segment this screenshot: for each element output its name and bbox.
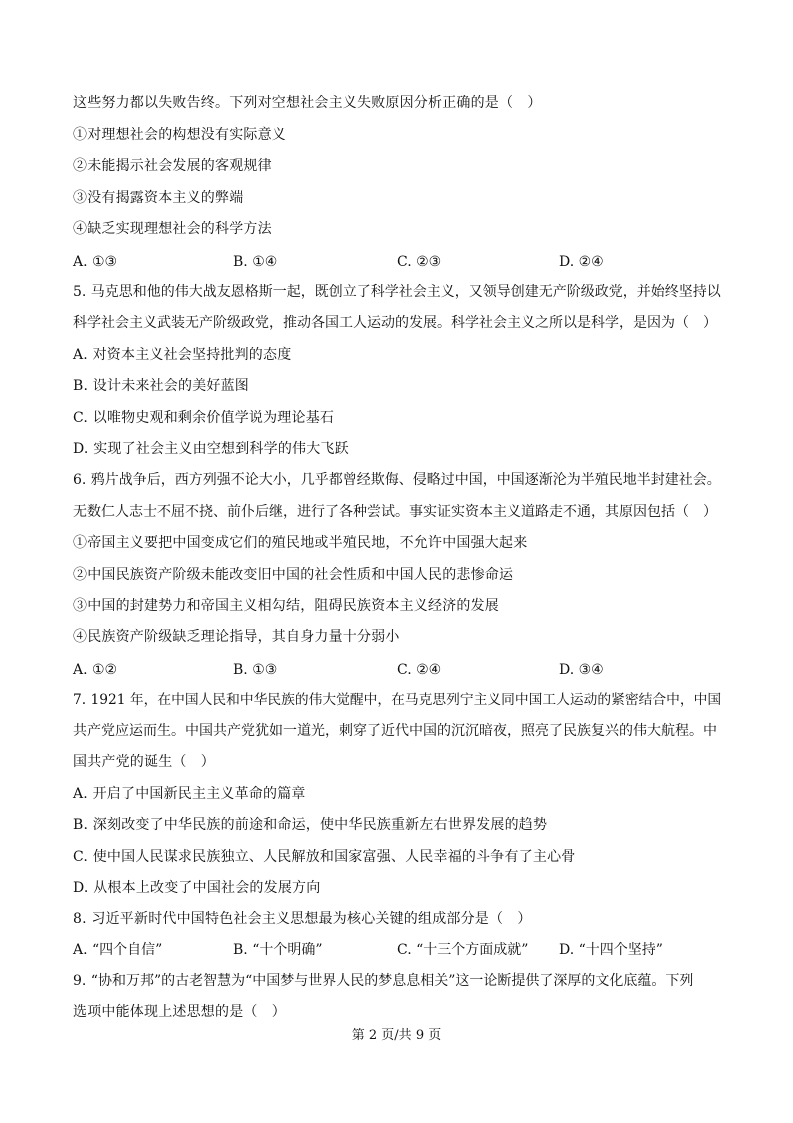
q5-option-c: C. 以唯物史观和剩余价值学说为理论基石 bbox=[73, 410, 335, 426]
q4-option-b: B. ①④ bbox=[233, 254, 278, 270]
page-footer: 第 2 页/共 9 页 bbox=[351, 1028, 442, 1043]
q5-option-d: D. 实现了社会主义由空想到科学的伟大飞跃 bbox=[73, 441, 349, 457]
q9-stem-line2: 选项中能体现上述思想的是（ ） bbox=[73, 1004, 286, 1020]
q6-stem-line1: 6. 鸦片战争后，西方列强不论大小，几乎都曾经欺侮、侵略过中国，中国逐渐沦为半殖民地半封建社会。 bbox=[73, 472, 721, 488]
q4-item-4: ④缺乏实现理想社会的科学方法 bbox=[73, 221, 272, 237]
q7-option-d: D. 从根本上改变了中国社会的发展方向 bbox=[73, 880, 321, 896]
q7-option-b: B. 深刻改变了中华民族的前途和命运，使中华民族重新左右世界发展的趋势 bbox=[73, 817, 548, 833]
q8-option-c: C. “十三个方面成就” bbox=[397, 942, 529, 958]
q6-option-d: D. ③④ bbox=[559, 662, 604, 678]
q6-item-2: ②中国民族资产阶级未能改变旧中国的社会性质和中国人民的悲惨命运 bbox=[73, 567, 514, 583]
q7-stem-line1: 7. 1921 年，在中国人民和中华民族的伟大觉醒中，在马克思列宁主义同中国工人运动的紧密结合中，中国 bbox=[73, 692, 722, 708]
q5-stem-line1: 5. 马克思和他的伟大战友恩格斯一起，既创立了科学社会主义，又领导创建无产阶级政党，并始终坚持以 bbox=[73, 284, 721, 300]
q8-stem: 8. 习近平新时代中国特色社会主义思想最为核心关键的组成部分是（ ） bbox=[73, 911, 532, 927]
q8-option-b: B. “十个明确” bbox=[233, 942, 323, 958]
q6-option-c: C. ②④ bbox=[397, 662, 442, 678]
q7-option-c: C. 使中国人民谋求民族独立、人民解放和国家富强、人民幸福的斗争有了主心骨 bbox=[73, 849, 576, 865]
q5-option-a: A. 对资本主义社会坚持批判的态度 bbox=[73, 347, 292, 363]
q4-stem-tail: 这些努力都以失败告终。下列对空想社会主义失败原因分析正确的是（ ） bbox=[73, 95, 542, 111]
q6-option-a: A. ①② bbox=[73, 662, 118, 678]
q4-item-1: ①对理想社会的构想没有实际意义 bbox=[73, 127, 286, 143]
q6-item-1: ①帝国主义要把中国变成它们的殖民地或半殖民地，不允许中国强大起来 bbox=[73, 535, 528, 551]
q7-option-a: A. 开启了中国新民主主义革命的篇章 bbox=[73, 786, 306, 802]
q5-option-b: B. 设计未来社会的美好蓝图 bbox=[73, 378, 249, 394]
q4-item-2: ②未能揭示社会发展的客观规律 bbox=[73, 158, 272, 174]
q5-stem-line2: 科学社会主义武装无产阶级政党，推动各国工人运动的发展。科学社会主义之所以是科学，是因为（ ） bbox=[73, 315, 717, 331]
q6-item-3: ③中国的封建势力和帝国主义相勾结，阻碍民族资本主义经济的发展 bbox=[73, 598, 499, 614]
q4-item-3: ③没有揭露资本主义的弊端 bbox=[73, 190, 244, 206]
q4-option-a: A. ①③ bbox=[73, 254, 118, 270]
q6-option-b: B. ①③ bbox=[233, 662, 278, 678]
q7-stem-line3: 国共产党的诞生（ ） bbox=[73, 754, 215, 770]
q8-option-a: A. “四个自信” bbox=[73, 942, 163, 958]
q4-option-c: C. ②③ bbox=[397, 254, 442, 270]
q8-option-d: D. “十四个坚持” bbox=[559, 942, 663, 958]
q6-stem-line2: 无数仁人志士不屈不挠、前仆后继，进行了各种尝试。事实证实资本主义道路走不通，其原因包括（ ） bbox=[73, 504, 717, 520]
q7-stem-line2: 共产党应运而生。中国共产党犹如一道光，刺穿了近代中国的沉沉暗夜，照亮了民族复兴的伟大航程。中 bbox=[73, 723, 717, 739]
q6-item-4: ④民族资产阶级缺乏理论指导，其自身力量十分弱小 bbox=[73, 629, 400, 645]
q4-option-d: D. ②④ bbox=[559, 254, 604, 270]
q9-stem-line1: 9. “协和万邦”的古老智慧为“中国梦与世界人民的梦息息相关”这一论断提供了深厚的文化底蕴。下列 bbox=[73, 973, 694, 989]
